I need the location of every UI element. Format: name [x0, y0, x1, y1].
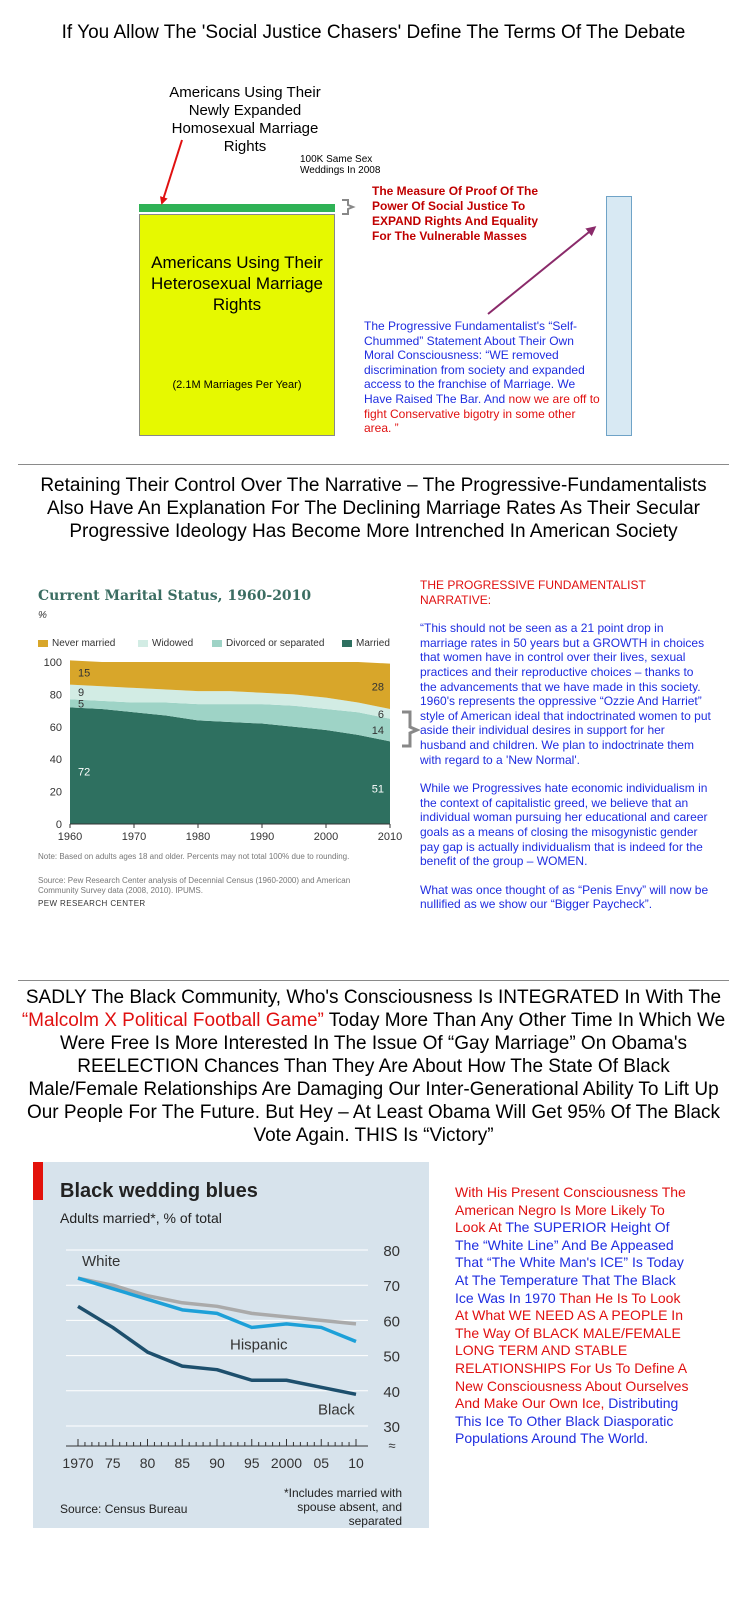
- pew-x-tick: 2010: [377, 831, 403, 843]
- eco-y-tick: 30: [383, 1419, 400, 1436]
- narrative-paragraph-1: “This should not be seen as a 21 point drop in marriage rates in 50 years but a GROWTH in choices that women have in control over their lives, sexual practices and their reproductive choices – thanks to the advancements that we have made in this society. 1960's represents the oppressive “Ozzie And Harriet” style of American ideal that indoctrinated women to put aside their individual desires in support for her husband and children. We plan to indoctrinate them with regard to a 'New Normal'.: [420, 621, 711, 767]
- eco-x-tick: 85: [174, 1455, 191, 1471]
- eco-x-tick: 10: [348, 1455, 364, 1471]
- narrative-red-1: With His Present Consciousness The American Negro Is More Likely To Look At: [455, 1184, 686, 1236]
- eco-x-tick: 75: [104, 1455, 121, 1471]
- pew-y-tick: 100: [43, 657, 62, 669]
- heterosexual-marriage-count: (2.1M Marriages Per Year): [172, 379, 302, 391]
- section3-title-red: “Malcolm X Political Football Game”: [21, 1010, 324, 1031]
- same-sex-weddings-label: 100K Same Sex Weddings In 2008: [300, 154, 381, 176]
- economist-source: Source: Census Bureau: [60, 1502, 188, 1516]
- eco-x-tick: 1970: [62, 1455, 94, 1471]
- pew-data-label: 9: [78, 686, 85, 699]
- economist-footnote: *Includes married with spouse absent, and separated: [283, 1486, 402, 1528]
- narrative-heading: THE PROGRESSIVE FUNDAMENTALIST NARRATIVE:: [420, 578, 646, 607]
- pew-note: Note: Based on adults ages 18 and older. Percents may not total 100% due to rounding.: [38, 852, 350, 861]
- pew-y-tick: 60: [49, 721, 62, 734]
- section1-title: If You Allow The 'Social Justice Chasers' Define The Terms Of The Debate: [61, 22, 686, 43]
- narrative-paragraph-3: What was once thought of as “Penis Envy” will now be nullified as we show our “Bigger Paycheck”.: [420, 882, 709, 912]
- pew-y-tick: 80: [49, 689, 62, 702]
- economist-chart-subtitle: Adults married*, % of total: [60, 1210, 222, 1226]
- eco-series-label: White: [82, 1253, 121, 1271]
- eco-y-tick: 40: [383, 1383, 400, 1401]
- legend-widowed: Widowed: [138, 638, 193, 649]
- eco-x-tick: 90: [209, 1455, 225, 1471]
- pew-data-label: 14: [371, 725, 384, 738]
- eco-x-tick: 95: [243, 1455, 260, 1471]
- pew-credit: PEW RESEARCH CENTER: [38, 899, 146, 908]
- legend-divorced: Divorced or separated: [212, 638, 324, 649]
- pew-data-label: 51: [371, 783, 384, 796]
- legend-never-married: Never married: [38, 638, 115, 649]
- eco-y-tick: 50: [383, 1348, 400, 1366]
- homosexual-marriage-label: Americans Using Their Newly Expanded Homosexual Marriage Rights: [169, 84, 321, 155]
- eco-x-tick: 2000: [270, 1455, 303, 1471]
- narrative-red-2: Than He Is To Look At What WE NEED AS A PEOPLE In The Way Of BLACK MALE/FEMALE LONG TERM AND STABLE RELATIONSHIPS For Us To Define A New Consciousness About Ourselves And Make Our Own Ice,: [455, 1289, 689, 1412]
- pew-data-label: 5: [78, 698, 85, 711]
- eco-y-tick: 80: [383, 1243, 400, 1260]
- pew-x-tick: 1970: [121, 831, 147, 843]
- pew-data-label: 6: [377, 708, 384, 721]
- pew-data-label: 28: [371, 681, 384, 694]
- eco-y-tick: 60: [383, 1313, 400, 1331]
- pew-y-tick: 40: [49, 754, 62, 767]
- heterosexual-marriage-label: Americans Using Their Heterosexual Marriage Rights: [151, 253, 323, 314]
- narrative-blue-2: Distributing This Ice To Other Black Diasporatic Populations Around The World.: [455, 1395, 679, 1447]
- pew-chart-unit: %: [38, 610, 47, 621]
- narrative-blue-1: The SUPERIOR Height Of The “White Line” And Be Appeased That “The White Man's ICE” Is Today At The Temperature That The Black Ice Was In 1970: [455, 1219, 684, 1306]
- section3-title-part-b: Today More Than Any Other Time In Which We Were Free Is More Interested In The Issue Of “Gay Marriage” On Obama's REELECTION Chances Than They Are About How The State Of Black Male/Female Relationships Are Damaging Our Inter-Generational Ability To Lift Up Our People For The Future. But Hey – At Least Obama Will Get 95% Of The Black Vote Again. THIS Is “Victory”: [26, 1010, 726, 1146]
- pew-x-tick: 1980: [185, 831, 211, 843]
- progressive-statement-blue: The Progressive Fundamentalist's “Self-Chummed” Statement About Their Own Moral Consciousness: “WE removed discrimination from society and expanded access to the franchise of Marriage. We Have Raised The Bar. And: [364, 319, 585, 406]
- pew-data-label: 72: [78, 766, 91, 779]
- legend-married: Married: [342, 638, 390, 649]
- pew-y-tick: 0: [55, 819, 62, 831]
- eco-series-label: Black: [318, 1401, 355, 1419]
- pew-y-tick: 20: [49, 786, 62, 799]
- pew-source: Source: Pew Research Center analysis of Decennial Census (1960-2000) and American Community Survey data (2008, 2010). IPUMS.: [38, 876, 351, 895]
- narrative-paragraph-2: While we Progressives hate economic individualism in the context of capitalistic greed, we believe that an individual woman pursuing her educational and career goals as a means of closing the misogynistic gender pay gap is actually individualism that is indeed for the benefit of the group – WOMEN.: [420, 781, 708, 869]
- section3-title-part-a: SADLY The Black Community, Who's Consciousness Is INTEGRATED In With The: [25, 987, 722, 1008]
- pew-x-tick: 1960: [57, 831, 83, 843]
- eco-x-tick: 80: [139, 1455, 156, 1471]
- economist-chart-title: Black wedding blues: [60, 1180, 258, 1202]
- pew-chart-title: Current Marital Status, 1960-2010: [38, 588, 312, 604]
- pew-x-tick: 1990: [249, 831, 275, 843]
- eco-axis-break: ≈: [388, 1438, 396, 1453]
- section2-title: Retaining Their Control Over The Narrative – The Progressive-Fundamentalists Also Have An Explanation For The Declining Marriage Rates As Their Secular Progressive Ideology Has Become More Intrenched In American Society: [40, 475, 707, 542]
- pew-x-tick: 2000: [313, 831, 339, 843]
- progressive-statement-red: now we are off to fight Conservative bigotry in some other area. ”: [364, 391, 600, 436]
- eco-y-tick: 70: [383, 1278, 400, 1296]
- eco-series-label: Hispanic: [230, 1336, 288, 1354]
- measure-of-proof-text: The Measure Of Proof Of The Power Of Social Justice To EXPAND Rights And Equality For The Vulnerable Masses: [372, 184, 539, 243]
- black-consciousness-narrative: [455, 1184, 691, 1448]
- pew-data-label: 15: [78, 667, 91, 680]
- eco-x-tick: 05: [313, 1455, 330, 1471]
